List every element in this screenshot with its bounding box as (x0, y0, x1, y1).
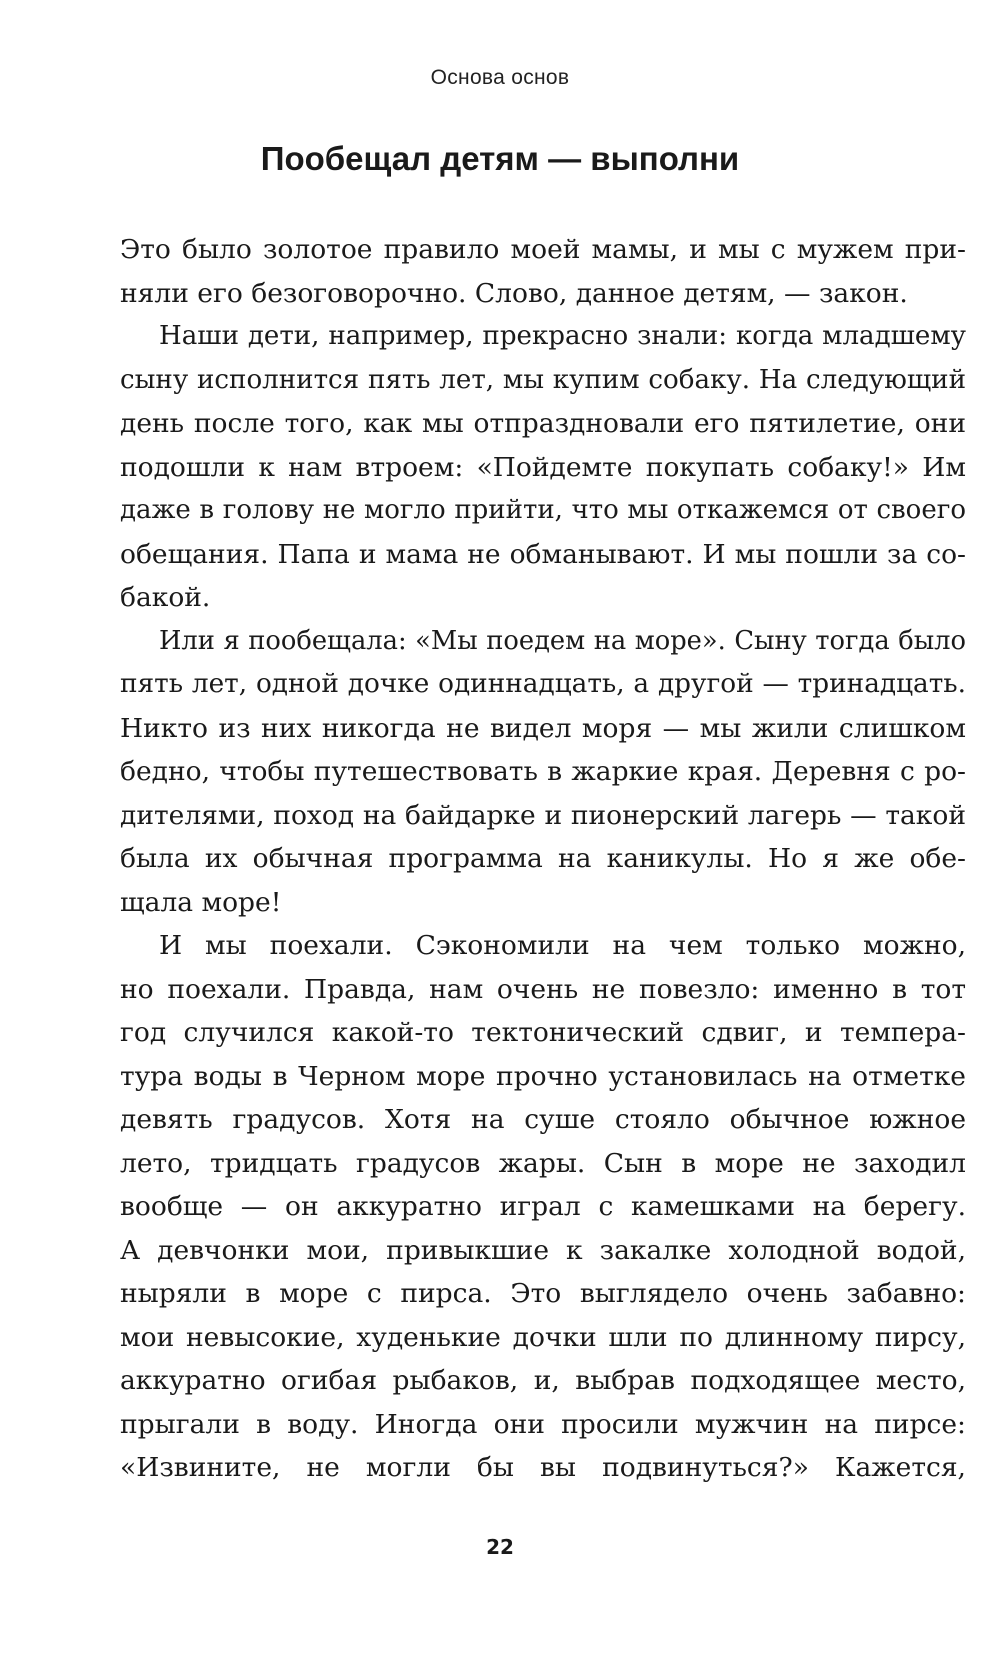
text-line: девять градусов. Хотя на суше стояло обычное южное (120, 1104, 966, 1135)
text-line: Никто из них никогда не видел моря — мы жили слишком (120, 712, 966, 744)
text-line: была их обычная программа на каникулы. Но я же обе- (120, 843, 966, 874)
text-line: няли его безоговорочно. Слово, данное детям, — закон. (120, 277, 908, 309)
text-line: тура воды в Черном море прочно установилась на отметке (120, 1060, 966, 1092)
text-line: А девчонки мои, привыкшие к закалке холодной водой, (120, 1234, 966, 1266)
text-line: сыну исполнится пять лет, мы купим собаку. На следующий (120, 364, 966, 395)
text-line: лето, тридцать градусов жары. Сын в море не заходил (120, 1147, 966, 1179)
text-line: но поехали. Правда, нам очень не повезло: именно в тот (120, 973, 966, 1005)
text-line: подошли к нам втроем: «Пойдемте покупать собаку!» Им (120, 451, 966, 483)
page-number: 22 (486, 1535, 514, 1559)
text-line: И мы поехали. Сэкономили на чем только можно, (159, 930, 966, 961)
text-line: Наши дети, например, прекрасно знали: когда младшему (159, 321, 966, 351)
text-line: вообще — он аккуратно играл с камешками на берегу. (120, 1191, 966, 1222)
text-line: ныряли в море с пирса. Это выглядело очень забавно: (120, 1278, 966, 1309)
text-line: Это было золотое правило моей мамы, и мы с мужем при- (120, 234, 966, 265)
text-line: бедно, чтобы путешествовать в жаркие края. Деревня с ро- (120, 756, 966, 787)
text-line: дителями, поход на байдарке и пионерский лагерь — такой (120, 799, 966, 831)
text-line: аккуратно огибая рыбаков, и, выбрав подходящее место, (120, 1365, 966, 1396)
text-line: щала море! (120, 886, 282, 918)
text-line: Или я пообещала: «Мы поедем на море». Сыну тогда было (159, 625, 966, 656)
text-line: мои невысокие, худенькие дочки шли по длинному пирсу, (120, 1321, 966, 1353)
paragraph-1 (120, 228, 966, 315)
text-line: бакой. (120, 582, 211, 613)
body-text (120, 228, 966, 1490)
text-line: год случился какой-то тектонический сдвиг, и темпера- (120, 1017, 966, 1048)
text-line: «Извините, не могли бы вы подвинуться?» Кажется, (120, 1452, 966, 1483)
paragraph-3 (120, 620, 966, 925)
text-line: день после того, как мы отпраздновали его пятилетие, они (120, 408, 966, 439)
paragraph-2 (120, 315, 966, 620)
paragraph-4 (120, 924, 966, 1490)
text-line: прыгали в воду. Иногда они просили мужчин на пирсе: (120, 1408, 966, 1440)
text-line: обещания. Папа и мама не обманывают. И мы пошли за со- (120, 538, 966, 570)
chapter-title: Пообещал детям — выполни (260, 140, 740, 177)
text-line: пять лет, одной дочке одиннадцать, а другой — тринадцать. (120, 669, 966, 699)
text-line: даже в голову не могло прийти, что мы откажемся от своего (120, 495, 966, 525)
running-head: Основа основ (430, 66, 570, 89)
